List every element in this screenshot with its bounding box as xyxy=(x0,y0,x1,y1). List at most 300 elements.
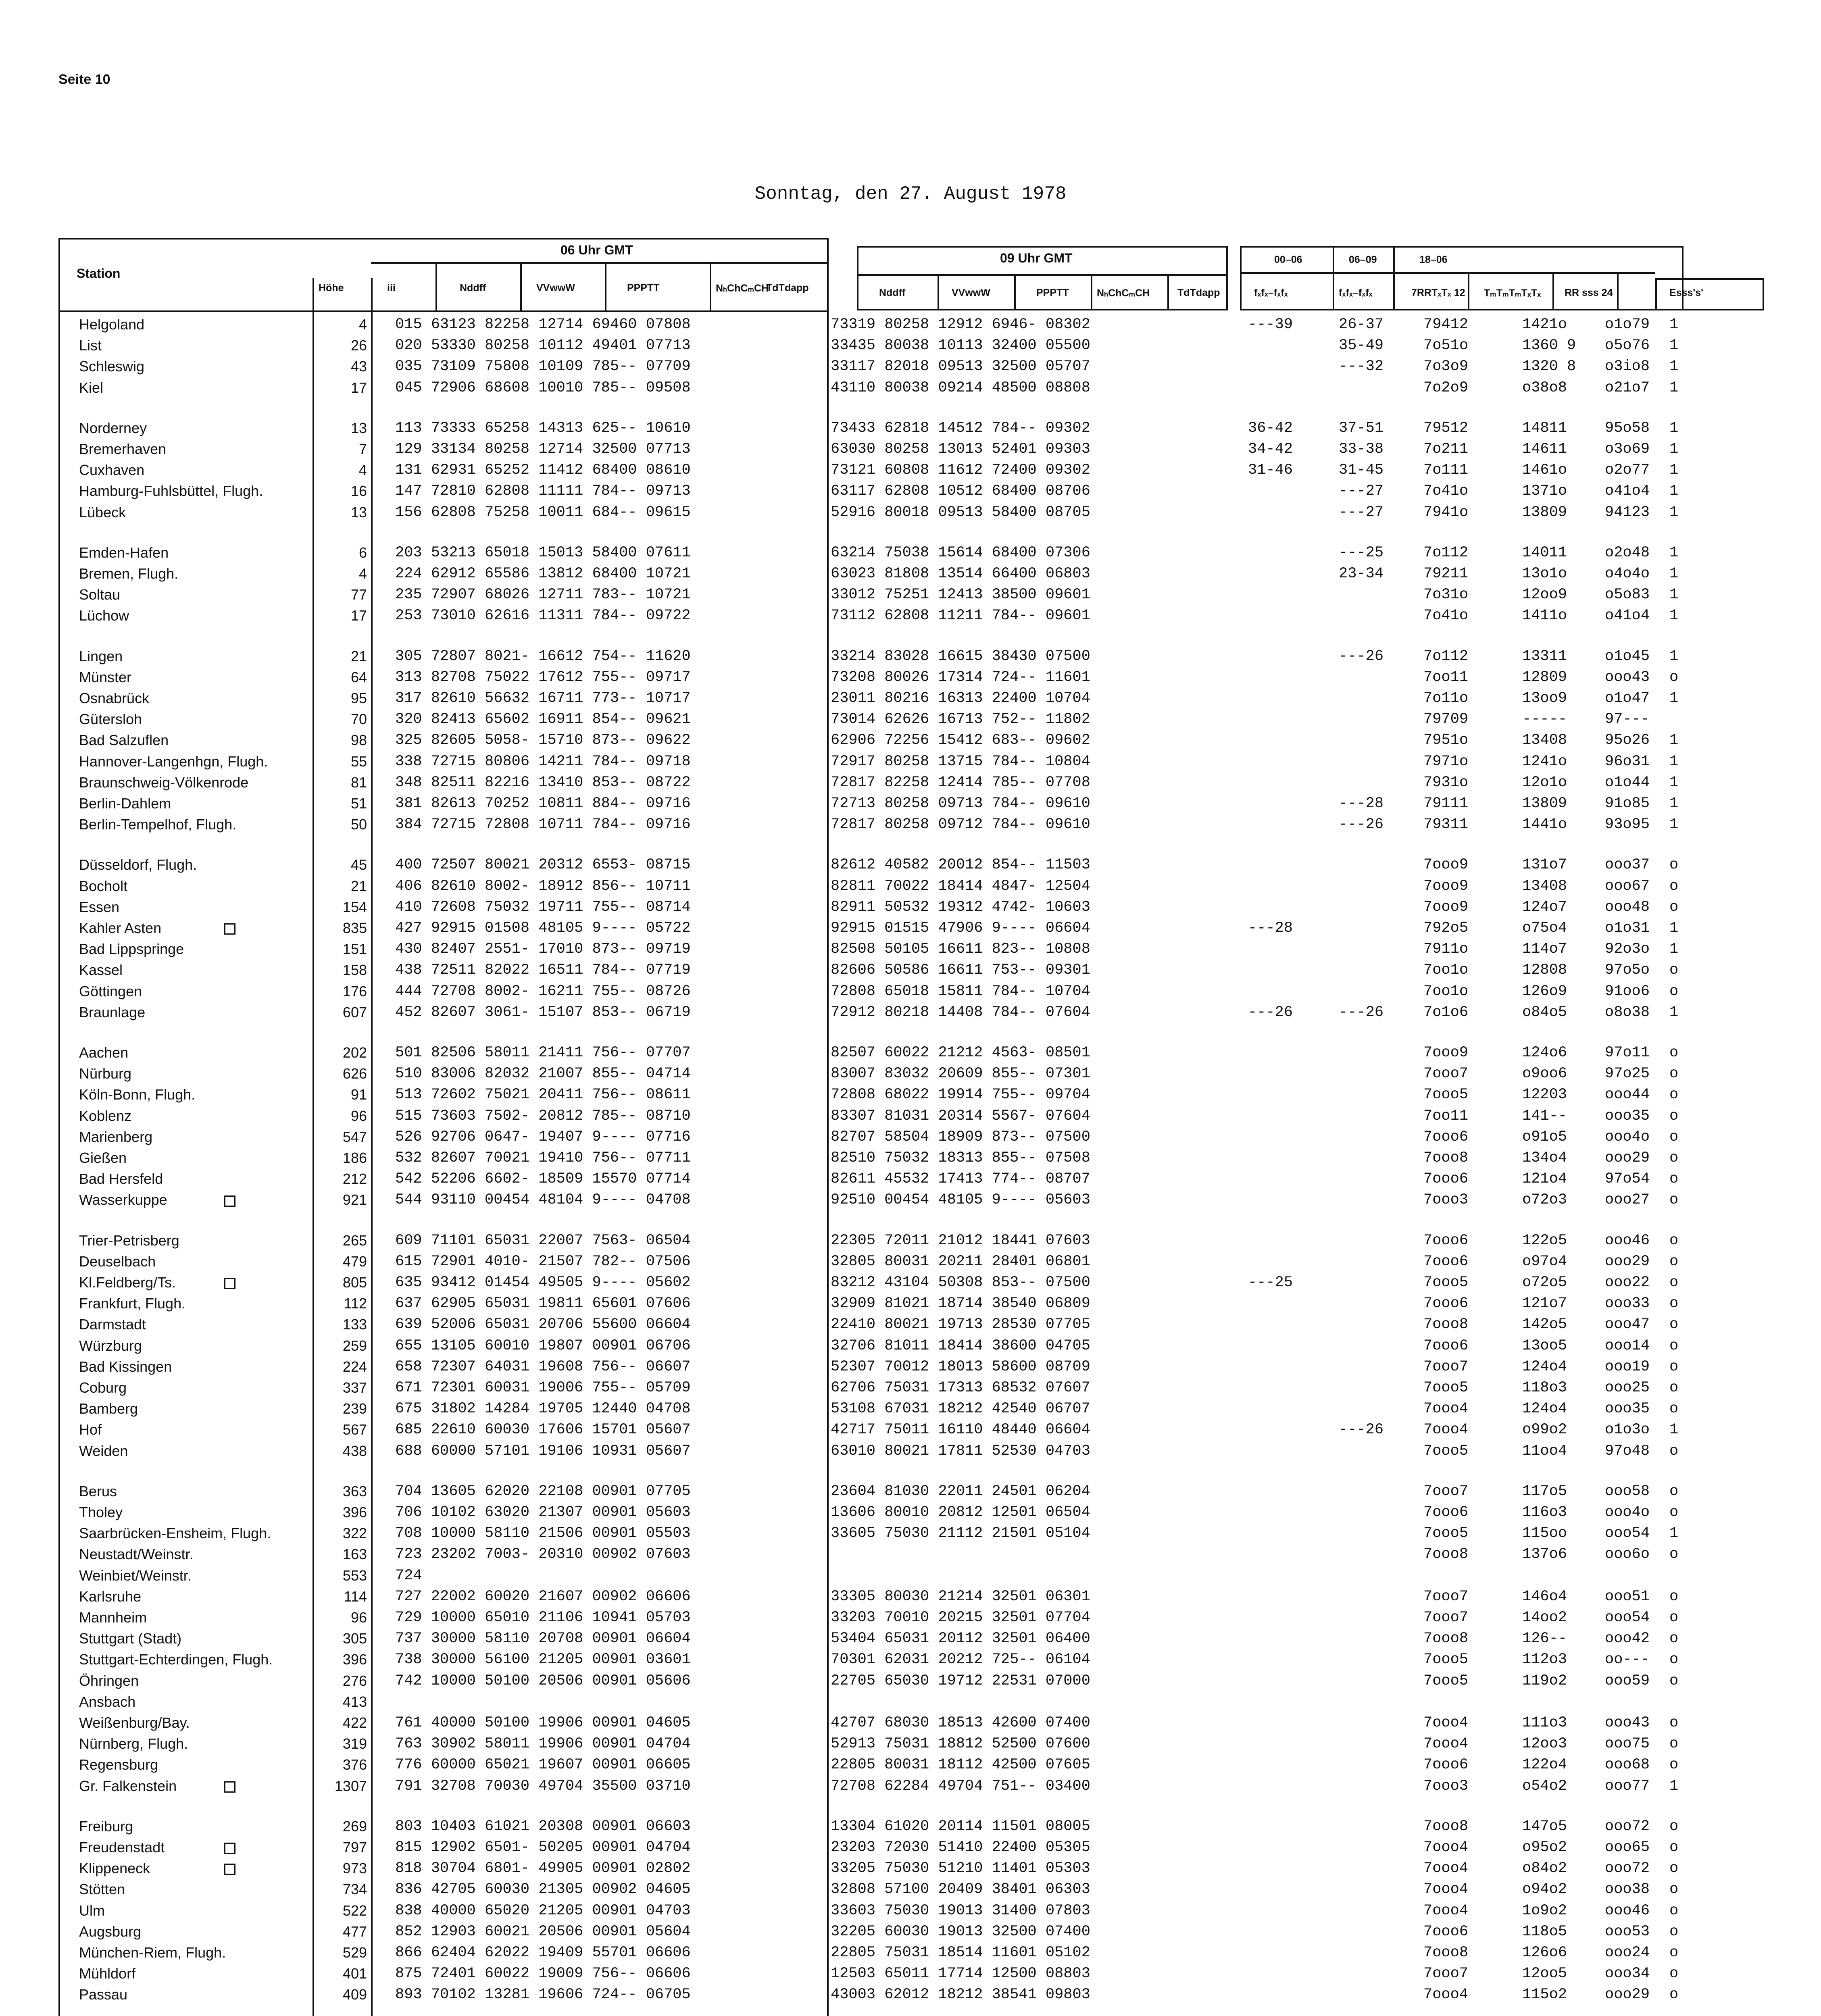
col-7rr: 7o112 xyxy=(1423,648,1469,665)
obs-06: 526 92706 0647- 19407 9---- 07716 xyxy=(395,1128,691,1145)
table-row xyxy=(0,1190,1821,1210)
col-tm: 147o5 xyxy=(1522,1818,1567,1835)
station-hoehe: 96 xyxy=(350,1107,367,1124)
col-tm: 126-- xyxy=(1522,1630,1567,1647)
station-name: Frankfurt, Flugh. xyxy=(79,1295,186,1312)
col-7rr: 7ooo7 xyxy=(1423,1588,1469,1605)
obs-09: 53108 67031 18212 42540 06707 xyxy=(831,1400,1090,1418)
obs-09: 33605 75030 21112 21501 05104 xyxy=(831,1525,1090,1542)
table-row xyxy=(0,1544,1821,1564)
station-hoehe: 4 xyxy=(358,565,367,582)
table-row xyxy=(0,1481,1821,1502)
station-name: Neustadt/Weinstr. xyxy=(79,1546,194,1563)
obs-09: 23011 80216 16313 22400 10704 xyxy=(831,690,1090,707)
col-rr: ooo25 xyxy=(1605,1379,1650,1396)
col-7rr: 7ooo4 xyxy=(1423,1714,1469,1731)
station-hoehe: 269 xyxy=(342,1818,367,1835)
station-name: Ansbach xyxy=(79,1693,136,1710)
col-e: o xyxy=(1669,962,1679,979)
col-tm: 13809 xyxy=(1522,795,1567,812)
col-tm: 13311 xyxy=(1522,648,1567,665)
station-hoehe: 45 xyxy=(350,856,367,873)
col-rr: 97o5o xyxy=(1605,962,1650,979)
obs-06: 818 30704 6801- 49905 00901 02802 xyxy=(395,1860,691,1877)
col-7rr: 79211 xyxy=(1423,565,1469,582)
table-row xyxy=(0,876,1821,896)
header-sub-2: fₓfₓ–fₓfₓ xyxy=(1339,287,1373,298)
col-rr: ooo34 xyxy=(1605,1965,1650,1983)
station-hoehe: 396 xyxy=(342,1504,367,1520)
col-tm: 1421o xyxy=(1522,316,1567,333)
col-e: 1 xyxy=(1669,1525,1679,1542)
col-06-09: ---25 xyxy=(1339,544,1384,561)
station-name: Emden-Hafen xyxy=(79,544,169,561)
col-06-09: 35-49 xyxy=(1339,337,1384,354)
col-rr: ooo42 xyxy=(1605,1630,1650,1647)
col-rr: 97--- xyxy=(1605,711,1650,728)
col-rr: ooo65 xyxy=(1605,1839,1650,1856)
obs-06: 738 30000 56100 21205 00901 03601 xyxy=(395,1651,691,1668)
obs-06: 305 72807 8021- 16612 754-- 11620 xyxy=(395,648,691,665)
obs-09: 52307 70012 18013 58600 08709 xyxy=(831,1358,1090,1375)
col-rr: o2o48 xyxy=(1605,544,1650,561)
station-hoehe: 202 xyxy=(342,1044,367,1061)
obs-06: 671 72301 60031 19006 755-- 05709 xyxy=(395,1379,691,1396)
col-tm: 14811 xyxy=(1522,419,1567,437)
col-e: 1 xyxy=(1669,753,1679,770)
table-row xyxy=(0,564,1821,584)
station-name: Bremerhaven xyxy=(79,441,167,457)
col-e: o xyxy=(1669,898,1679,916)
col-e: 1 xyxy=(1669,462,1679,479)
col-e: 1 xyxy=(1669,920,1679,937)
col-rr: ooo44 xyxy=(1605,1086,1650,1104)
col-7rr: 7ooo3 xyxy=(1423,1777,1469,1795)
obs-09: 22305 72011 21012 18441 07603 xyxy=(831,1232,1090,1249)
col-00-06: ---28 xyxy=(1248,920,1293,937)
station-name: Braunschweig-Völkenrode xyxy=(79,774,249,791)
col-tm: 12203 xyxy=(1522,1086,1567,1104)
obs-09: 63117 62808 10512 68400 08706 xyxy=(831,483,1090,500)
col-7rr: 7o2o9 xyxy=(1423,379,1469,396)
col-e: o xyxy=(1669,669,1679,686)
obs-06: 866 62404 62022 19409 55701 06606 xyxy=(395,1944,691,1961)
col-00-06: ---25 xyxy=(1248,1274,1293,1291)
col-00-06: ---39 xyxy=(1248,316,1293,333)
obs-06: 742 10000 50100 20506 00901 05606 xyxy=(395,1672,691,1689)
col-rr: ooo33 xyxy=(1605,1295,1650,1312)
obs-09: 62706 75031 17313 68532 07607 xyxy=(831,1379,1090,1396)
station-name: Stuttgart-Echterdingen, Flugh. xyxy=(79,1651,273,1668)
table-row xyxy=(0,1043,1821,1063)
col-rr: ooo29 xyxy=(1605,1986,1650,2004)
col-rr: ooo54 xyxy=(1605,1609,1650,1626)
table-row xyxy=(0,793,1821,814)
col-e: 1 xyxy=(1669,358,1679,375)
col-rule-extra-2 xyxy=(1393,246,1395,310)
obs-09: 82507 60022 21212 4563- 08501 xyxy=(831,1044,1090,1061)
col-e: 1 xyxy=(1669,648,1679,665)
station-hoehe: 422 xyxy=(342,1714,367,1731)
col-tm: 141-- xyxy=(1522,1107,1567,1125)
square-icon xyxy=(224,1190,235,1210)
station-hoehe: 21 xyxy=(350,648,367,664)
col-tm: 13408 xyxy=(1522,877,1567,895)
station-hoehe: 114 xyxy=(344,1588,367,1605)
obs-06: 635 93412 01454 49505 9---- 05602 xyxy=(395,1274,691,1291)
col-e: o xyxy=(1669,1818,1679,1835)
station-name: Weinbiet/Weinstr. xyxy=(79,1567,192,1584)
col-rr: o4o4o xyxy=(1605,565,1650,582)
header-rule-06 xyxy=(58,310,829,312)
col-06-09: 26-37 xyxy=(1339,316,1384,333)
col-rr: o3io8 xyxy=(1605,358,1650,375)
station-name: Würzburg xyxy=(79,1337,142,1354)
col-rr: 95o26 xyxy=(1605,732,1650,749)
obs-09: 82911 50532 19312 4742- 10603 xyxy=(831,898,1090,916)
obs-06: 791 32708 70030 49704 35500 03710 xyxy=(395,1777,691,1795)
station-hoehe: 91 xyxy=(350,1086,367,1103)
obs-09: 82508 50105 16611 823-- 10808 xyxy=(831,941,1090,958)
table-row xyxy=(0,1922,1821,1942)
station-name: Köln-Bonn, Flugh. xyxy=(79,1086,196,1103)
station-name: Gießen xyxy=(79,1150,127,1166)
col-rr: 93o95 xyxy=(1605,816,1650,833)
station-name: Nürnberg, Flugh. xyxy=(79,1735,188,1752)
col-e: o xyxy=(1669,1442,1679,1460)
station-hoehe: 547 xyxy=(342,1128,367,1145)
station-hoehe: 265 xyxy=(342,1232,367,1249)
obs-09: 72817 82258 12414 785-- 07708 xyxy=(831,774,1090,791)
obs-06: 875 72401 60022 19009 756-- 06606 xyxy=(395,1965,691,1983)
col-tm: 124o6 xyxy=(1522,1044,1567,1061)
station-name: Cuxhaven xyxy=(79,462,145,479)
col-tm: 115oo xyxy=(1522,1525,1567,1542)
col-7rr: 7ooo9 xyxy=(1423,856,1469,874)
col-tm: 131o7 xyxy=(1522,856,1567,874)
col-tm: 121o7 xyxy=(1522,1295,1567,1312)
station-name: Koblenz xyxy=(79,1107,132,1124)
station-hoehe: 376 xyxy=(342,1756,367,1773)
table-row xyxy=(0,773,1821,793)
station-hoehe: 529 xyxy=(342,1944,367,1961)
col-rr: ooo38 xyxy=(1605,1881,1650,1898)
col-7rr: 7ooo6 xyxy=(1423,1128,1469,1145)
header-09-nddff: Nddff xyxy=(879,287,906,298)
col-7rr: 7o3o9 xyxy=(1423,358,1469,375)
obs-09: 82611 45532 17413 774-- 08707 xyxy=(831,1170,1090,1188)
station-hoehe: 835 xyxy=(342,920,367,936)
station-hoehe: 81 xyxy=(350,774,367,791)
station-name: Regensburg xyxy=(79,1756,158,1773)
col-rr: o1o3o xyxy=(1605,1421,1650,1439)
header-iii: iii xyxy=(387,282,396,294)
square-icon xyxy=(224,1837,235,1858)
station-hoehe: 77 xyxy=(350,586,367,603)
col-7rr: 7oo11 xyxy=(1423,1107,1469,1125)
station-name: Bad Lippspringe xyxy=(79,941,184,958)
obs-09: 33214 83028 16615 38430 07500 xyxy=(831,648,1090,665)
obs-06: 410 72608 75032 19711 755-- 08714 xyxy=(395,898,691,916)
table-row xyxy=(0,1816,1821,1837)
col-7rr: 7ooo6 xyxy=(1423,1170,1469,1188)
col-tm: 1360 9 xyxy=(1522,337,1576,354)
col-tm: 1320 8 xyxy=(1522,358,1576,375)
table-row xyxy=(0,1629,1821,1649)
obs-09: 13304 61020 20114 11501 08005 xyxy=(831,1818,1090,1835)
col-7rr: 7ooo9 xyxy=(1423,877,1469,895)
col-tm: 116o3 xyxy=(1522,1504,1567,1521)
obs-09: 72808 68022 19914 755-- 09704 xyxy=(831,1086,1090,1104)
obs-06: 803 10403 61021 20308 00901 06603 xyxy=(395,1818,691,1835)
col-7rr: 7971o xyxy=(1423,753,1469,770)
obs-06: 147 72810 62808 11111 784-- 09713 xyxy=(395,483,691,500)
table-row xyxy=(0,814,1821,835)
col-7rr: 7ooo6 xyxy=(1423,1232,1469,1249)
obs-06: 320 82413 65602 16911 854-- 09621 xyxy=(395,711,691,728)
table-row xyxy=(0,1671,1821,1691)
table-row xyxy=(0,1002,1821,1023)
station-hoehe: 477 xyxy=(342,1923,367,1940)
station-name: Hamburg-Fuhlsbüttel, Flugh. xyxy=(79,483,263,500)
obs-09: 13606 80010 20812 12501 06504 xyxy=(831,1504,1090,1521)
col-rr: ooo75 xyxy=(1605,1735,1650,1753)
col-7rr: 7ooo4 xyxy=(1423,1986,1469,2004)
col-tm: o99o2 xyxy=(1522,1421,1567,1439)
col-rr: ooo47 xyxy=(1605,1316,1650,1333)
col-7rr: 7ooo4 xyxy=(1423,1421,1469,1439)
col-7rr: 7911o xyxy=(1423,941,1469,958)
obs-09: 73208 80026 17314 724-- 11601 xyxy=(831,669,1090,686)
col-tm: 13oo9 xyxy=(1522,690,1567,707)
obs-09: 22705 65030 19712 22531 07000 xyxy=(831,1672,1090,1689)
station-hoehe: 17 xyxy=(350,607,367,624)
col-e: o xyxy=(1669,1400,1679,1418)
col-tm: o84o5 xyxy=(1522,1004,1567,1021)
col-rule-extra-5 xyxy=(1617,272,1619,310)
col-e: 1 xyxy=(1669,316,1679,333)
station-name: Münster xyxy=(79,669,132,685)
table-row xyxy=(0,439,1821,459)
col-7rr: 7ooo5 xyxy=(1423,1651,1469,1668)
col-e: 1 xyxy=(1669,586,1679,604)
obs-06: 325 82605 5058- 15710 873-- 09622 xyxy=(395,732,691,749)
table-row xyxy=(0,1314,1821,1335)
header-sub-6: Esss's' xyxy=(1669,287,1704,298)
obs-06: 235 72907 68026 12711 783-- 10721 xyxy=(395,586,691,604)
col-7rr: 7ooo6 xyxy=(1423,1504,1469,1521)
obs-06: 035 73109 75808 10109 785-- 07709 xyxy=(395,358,691,375)
col-7rr: 7ooo8 xyxy=(1423,1630,1469,1647)
obs-06: 045 72906 68608 10010 785-- 09508 xyxy=(395,379,691,396)
obs-09: 33305 80030 21214 32501 06301 xyxy=(831,1588,1090,1605)
obs-06: 384 72715 72808 10711 784-- 09716 xyxy=(395,816,691,833)
obs-09: 63010 80021 17811 52530 04703 xyxy=(831,1442,1090,1460)
col-tm: 12o1o xyxy=(1522,774,1567,791)
col-7rr: 7o112 xyxy=(1423,544,1469,561)
col-e: o xyxy=(1669,877,1679,895)
station-hoehe: 305 xyxy=(342,1630,367,1647)
col-tm: o97o4 xyxy=(1522,1253,1567,1270)
table-row xyxy=(0,1943,1821,1963)
table-row xyxy=(0,1441,1821,1461)
table-row xyxy=(0,1776,1821,1796)
col-tm: 146o4 xyxy=(1522,1588,1567,1605)
station-hoehe: 51 xyxy=(350,795,367,812)
col-rule-09-vvwww xyxy=(938,274,939,310)
col-tm: o9oo6 xyxy=(1522,1065,1567,1083)
obs-06: 532 82607 70021 19410 756-- 07711 xyxy=(395,1150,691,1166)
col-e: o xyxy=(1669,1274,1679,1291)
col-7rr: 7o1o6 xyxy=(1423,1004,1469,1021)
obs-06: 893 70102 13281 19606 724-- 06705 xyxy=(395,1986,691,2004)
obs-06: 253 73010 62616 11311 784-- 09722 xyxy=(395,607,691,625)
col-rr: ooo14 xyxy=(1605,1337,1650,1354)
col-7rr: 7o51o xyxy=(1423,337,1469,354)
col-tm: 134o4 xyxy=(1522,1150,1567,1166)
col-e: o xyxy=(1669,1588,1679,1605)
col-rr: o2o77 xyxy=(1605,462,1650,479)
col-e: o xyxy=(1669,1735,1679,1753)
col-7rr: 7o211 xyxy=(1423,441,1469,458)
obs-06: 203 53213 65018 15013 58400 07611 xyxy=(395,544,691,561)
obs-09: 63030 80258 13013 52401 09303 xyxy=(831,441,1090,458)
station-hoehe: 163 xyxy=(342,1546,367,1563)
col-tm: o72o5 xyxy=(1522,1274,1567,1291)
col-rr: ooo54 xyxy=(1605,1525,1650,1542)
col-e: 1 xyxy=(1669,544,1679,561)
station-hoehe: 50 xyxy=(350,816,367,833)
station-name: Weiden xyxy=(79,1442,128,1459)
col-e: o xyxy=(1669,1358,1679,1375)
col-7rr: 7oo1o xyxy=(1423,962,1469,979)
col-tm: 1441o xyxy=(1522,816,1567,833)
obs-06: 852 12903 60021 20506 00901 05604 xyxy=(395,1923,691,1940)
col-e: o xyxy=(1669,983,1679,1000)
col-e: 1 xyxy=(1669,607,1679,625)
col-tm: 115o2 xyxy=(1522,1986,1567,2004)
col-tm: 13408 xyxy=(1522,732,1567,749)
col-tm: o75o4 xyxy=(1522,920,1567,937)
obs-06: 685 22610 60030 17606 15701 05607 xyxy=(395,1421,691,1439)
station-name: Kahler Asten xyxy=(79,920,162,936)
station-name: Lingen xyxy=(79,648,123,664)
station-hoehe: 224 xyxy=(342,1358,367,1375)
obs-06: 655 13105 60010 19807 00901 06706 xyxy=(395,1337,691,1354)
station-hoehe: 186 xyxy=(342,1150,367,1166)
col-tm: 118o3 xyxy=(1522,1379,1567,1396)
header-09-vvwww: VVwwW xyxy=(952,287,990,298)
col-rr: ooo67 xyxy=(1605,877,1650,895)
col-7rr: 7ooo6 xyxy=(1423,1295,1469,1312)
col-tm: 142o5 xyxy=(1522,1316,1567,1333)
obs-09: 72708 62284 49704 751-- 03400 xyxy=(831,1777,1090,1795)
obs-06: 688 60000 57101 19106 10931 05607 xyxy=(395,1442,691,1460)
col-7rr: 7ooo8 xyxy=(1423,1150,1469,1166)
obs-06: 836 42705 60030 21305 00902 04605 xyxy=(395,1881,691,1898)
col-rr: ooo35 xyxy=(1605,1107,1650,1125)
obs-09: 92510 00454 48105 9---- 05603 xyxy=(831,1191,1090,1209)
col-tm: 12oo9 xyxy=(1522,586,1567,604)
col-e: 1 xyxy=(1669,1004,1679,1021)
col-06-09: 23-34 xyxy=(1339,565,1384,582)
station-name: Deuselbach xyxy=(79,1253,156,1270)
station-hoehe: 276 xyxy=(342,1672,367,1689)
col-rr: 95o58 xyxy=(1605,419,1650,437)
col-tm: 13o1o xyxy=(1522,565,1567,582)
obs-06: 737 30000 58110 20708 00901 06604 xyxy=(395,1630,691,1647)
col-7rr: 7ooo5 xyxy=(1423,1086,1469,1104)
station-name: Lüchow xyxy=(79,607,129,624)
obs-09: 82811 70022 18414 4847- 12504 xyxy=(831,877,1090,895)
col-7rr: 7ooo4 xyxy=(1423,1839,1469,1856)
col-rule-09-ppptt xyxy=(1014,274,1016,310)
col-e: o xyxy=(1669,1944,1679,1961)
col-rr: ooo4o xyxy=(1605,1128,1650,1145)
col-e: o xyxy=(1669,1065,1679,1083)
obs-09: 82606 50586 16611 753-- 09301 xyxy=(831,962,1090,979)
col-e: o xyxy=(1669,1191,1679,1209)
obs-09: 22805 75031 18514 11601 05102 xyxy=(831,1944,1090,1961)
station-name: Osnabrück xyxy=(79,690,150,706)
col-e: o xyxy=(1669,1128,1679,1145)
obs-09: 42707 68030 18513 42600 07400 xyxy=(831,1714,1090,1731)
obs-09: 72808 65018 15811 784-- 10704 xyxy=(831,983,1090,1000)
col-tm: 1371o xyxy=(1522,483,1567,500)
station-hoehe: 438 xyxy=(342,1442,367,1459)
station-name: Bad Hersfeld xyxy=(79,1170,163,1187)
table-row xyxy=(0,1713,1821,1733)
station-name: München-Riem, Flugh. xyxy=(79,1944,226,1961)
obs-06: 131 62931 65252 11412 68400 08610 xyxy=(395,462,691,479)
table-row xyxy=(0,688,1821,708)
obs-06: 129 33134 80258 12714 32500 07713 xyxy=(395,441,691,458)
station-name: Braunlage xyxy=(79,1004,146,1020)
station-name: Darmstadt xyxy=(79,1316,146,1333)
header-rule-06-sub xyxy=(371,262,829,264)
table-row xyxy=(0,1231,1821,1251)
table-row xyxy=(0,314,1821,335)
col-rr: ooo53 xyxy=(1605,1923,1650,1940)
col-tm: 126o6 xyxy=(1522,1944,1567,1961)
table-row xyxy=(0,606,1821,626)
col-e: 1 xyxy=(1669,419,1679,437)
col-rr: ooo6o xyxy=(1605,1546,1650,1563)
col-06-09: ---26 xyxy=(1339,1421,1384,1439)
table-row xyxy=(0,1148,1821,1168)
col-rr: o1o31 xyxy=(1605,920,1650,937)
table-row xyxy=(0,897,1821,917)
obs-06: 675 31802 14284 19705 12440 04708 xyxy=(395,1400,691,1418)
station-hoehe: 626 xyxy=(342,1065,367,1082)
col-7rr: 792o5 xyxy=(1423,920,1469,937)
table-row xyxy=(0,460,1821,480)
obs-06: 838 40000 65020 21205 00901 04703 xyxy=(395,1902,691,1919)
col-e: o xyxy=(1669,1337,1679,1354)
table-row xyxy=(0,1901,1821,1921)
obs-09: 83307 81031 20314 5567- 07604 xyxy=(831,1107,1090,1125)
station-hoehe: 522 xyxy=(342,1902,367,1919)
col-e: 1 xyxy=(1669,565,1679,582)
obs-09: 73121 60808 11612 72400 09302 xyxy=(831,462,1090,479)
header-rule-extra-sub xyxy=(1240,272,1655,274)
col-tm: 1241o xyxy=(1522,753,1567,770)
header-period-18-06: 18–06 xyxy=(1419,254,1448,265)
obs-09: 43110 80038 09214 48500 08808 xyxy=(831,379,1090,396)
table-row xyxy=(0,481,1821,501)
obs-06: 438 72511 82022 16511 784-- 07719 xyxy=(395,962,691,979)
col-e: o xyxy=(1669,1672,1679,1689)
